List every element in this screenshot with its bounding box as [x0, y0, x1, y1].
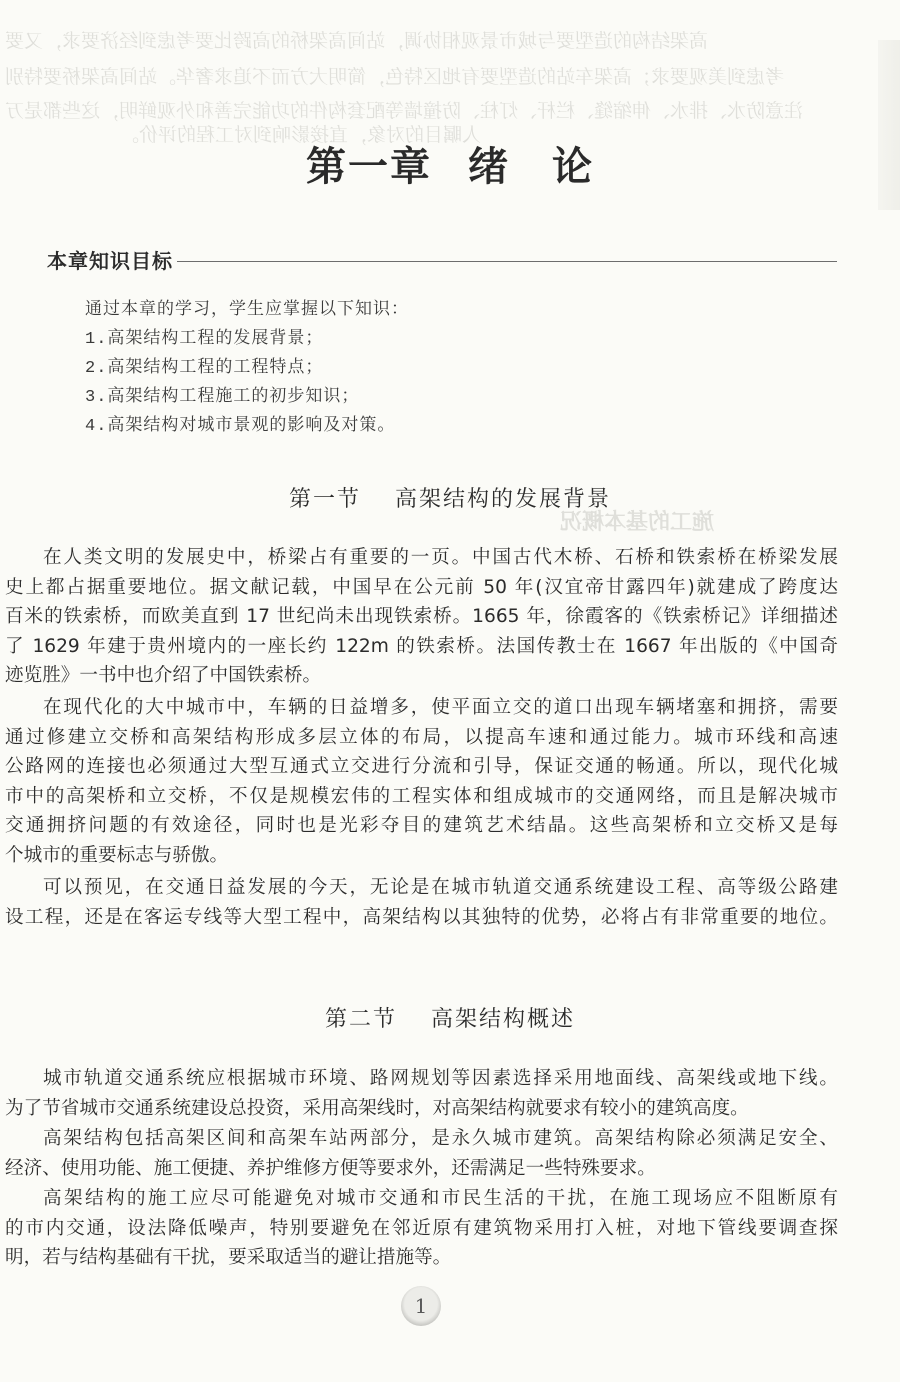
- objective-item: 1.高架结构工程的发展背景；: [85, 330, 324, 349]
- chapter-title: [0, 135, 900, 192]
- paragraph: [5, 1064, 838, 1123]
- text-line: 百米的铁索桥，而欧美直到 17 世纪尚未出现铁索桥。1665 年，徐霞客的《铁索桥记》详细描述: [5, 606, 838, 628]
- page-number: 1: [414, 1294, 428, 1318]
- objectives-header: [47, 245, 837, 274]
- section-number: 第一节: [288, 488, 361, 513]
- paragraph: [5, 1124, 838, 1183]
- objective-item: 4.高架结构对城市景观的影响及对策。: [85, 417, 396, 436]
- chapter-number: 第一章: [306, 143, 432, 190]
- bleed-line: 注意防水、排水、伸缩缝、栏杆、灯柱、防撞墙等配套构件的功能完善和外观鲜明，这些都是万: [5, 100, 804, 122]
- text-line: 设工程，还是在客运专线等大型工程中，高架结构以其独特的优势，必将占有非常重要的地位。: [5, 906, 838, 928]
- paragraph: [5, 1184, 838, 1273]
- objectives-divider: [177, 261, 837, 262]
- text-line: 史上都占据重要地位。据文献记载，中国早在公元前 50 年(汉宜帝甘露四年)就建成了跨度达: [5, 576, 838, 598]
- text-line: 高架结构的施工应尽可能避免对城市交通和市民生活的干扰，在施工现场应不阻断原有: [43, 1188, 838, 1209]
- text-line: 明，若与结构基础有干扰，要采取适当的避让措施等。: [5, 1247, 452, 1269]
- text-line: 可以预见，在交通日益发展的今天，无论是在城市轨道交通系统建设工程、高等级公路建: [43, 877, 838, 898]
- section-name: 高架结构概述: [431, 1008, 576, 1033]
- text-line: 市中的高架桥和立交桥，不仅是规模宏伟的工程实体和组成城市的交通网络，而且是解决城市: [5, 785, 838, 807]
- text-line: 在现代化的大中城市中，车辆的日益增多，使平面立交的道口出现车辆堵塞和拥挤，需要: [43, 697, 838, 718]
- section-title-2: [0, 1002, 900, 1033]
- text-line: 了 1629 年建于贵州境内的一座长约 122m 的铁索桥。法国传教士在 1667 年出版的《中国奇: [5, 635, 838, 657]
- section-name: 高架结构的发展背景: [395, 488, 612, 513]
- paragraph: [5, 543, 838, 691]
- text-line: 在人类文明的发展史中，桥梁占有重要的一页。中国古代木桥、石桥和铁索桥在桥梁发展: [43, 547, 838, 568]
- text-line: 通过修建立交桥和高架结构形成多层立体的布局，以提高车速和通过能力。城市环线和高速: [5, 726, 838, 748]
- objectives-heading: 本章知识目标: [47, 249, 173, 273]
- objective-item: 2.高架结构工程的工程特点；: [85, 359, 324, 378]
- text-line: 迹览胜》一书中也介绍了中国铁索桥。: [5, 665, 322, 687]
- text-line: 个城市的重要标志与骄傲。: [5, 844, 229, 866]
- bleed-line: 人瞩目的对象，直接影响到对工程的评价。: [120, 124, 482, 146]
- page-number-badge: [401, 1286, 441, 1326]
- text-line: 经济、使用功能、施工便捷、养护维修方便等要求外，还需满足一些特殊要求。: [5, 1157, 656, 1179]
- bleed-line: 考虑到美观要求；高架车站的造型要有地区特色，简明大方而不追求奢华。站间高架桥要特别: [5, 66, 785, 88]
- text-line: 高架结构包括高架区间和高架车站两部分，是永久城市建筑。高架结构除必须满足安全、: [43, 1128, 838, 1149]
- text-line: 为了节省城市交通系统建设总投资，采用高架线时，对高架结构就要求有较小的建筑高度。: [5, 1097, 749, 1119]
- objective-item: 3.高架结构工程施工的初步知识；: [85, 388, 360, 407]
- chapter-name: 绪 论: [468, 143, 594, 190]
- objectives-intro: 通过本章的学习，学生应掌握以下知识：: [85, 301, 409, 320]
- paragraph: [5, 873, 838, 932]
- objectives-list: [85, 296, 409, 441]
- paragraph: [5, 693, 838, 871]
- bleed-line: 高架结构的造型要与城市景观相协调，站间高架桥的高跨比要考虑到经济要求，又要: [5, 30, 709, 52]
- text-line: 交通拥挤问题的有效途径，同时也是光彩夺目的建筑艺术结晶。这些高架桥和立交桥又是每: [5, 815, 838, 837]
- text-line: 公路网的连接也必须通过大型互通式立交进行分流和引导，保证交通的畅通。所以，现代化城: [5, 756, 838, 778]
- section-number: 第二节: [324, 1008, 397, 1033]
- text-line: 城市轨道交通系统应根据城市环境、路网规划等因素选择采用地面线、高架线或地下线。: [43, 1068, 838, 1089]
- text-line: 的市内交通，设法降低噪声，特别要避免在邻近原有建筑物采用打入桩，对地下管线要调查探: [5, 1217, 838, 1239]
- section-title-1: [0, 482, 900, 513]
- bleed-line: 施工的基本概况: [560, 510, 715, 535]
